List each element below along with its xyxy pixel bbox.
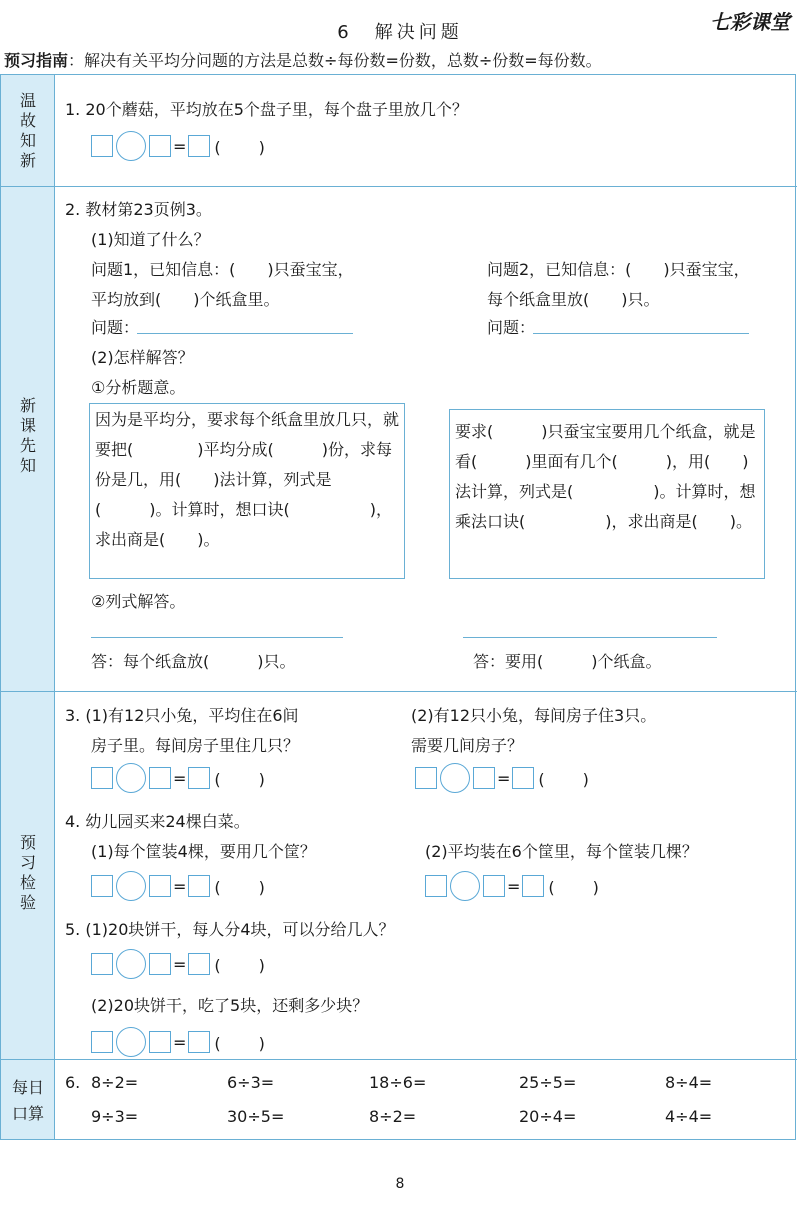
- side-label-new: 新课先知: [19, 396, 36, 475]
- guide-text: 解决有关平均分问题的方法是总数÷每份数=份数，总数÷份数=每份数。: [84, 51, 602, 70]
- q6-label: 6.: [65, 1073, 81, 1092]
- q2-sub2: (2)怎样解答？: [91, 348, 194, 367]
- mental-item: 9÷3=: [91, 1107, 139, 1126]
- mental-item: 30÷5=: [227, 1107, 285, 1126]
- q2-p1-question: 问题：: [91, 318, 140, 337]
- unit-paren[interactable]: ( ): [214, 877, 267, 897]
- operator-circle[interactable]: [116, 949, 146, 979]
- answer-box[interactable]: [149, 135, 171, 157]
- answer-box[interactable]: [91, 135, 113, 157]
- equals-sign: =: [497, 768, 511, 788]
- answer-box[interactable]: [473, 767, 495, 789]
- answer-line[interactable]: [463, 637, 717, 638]
- answer-box[interactable]: [483, 875, 505, 897]
- answer-box[interactable]: [188, 875, 210, 897]
- brand-logo: 七彩课堂: [710, 10, 790, 34]
- q2-p1-line2: 平均放到( )个纸盒里。: [91, 290, 280, 309]
- q2-answer-right: 答：要用( )个纸盒。: [473, 652, 662, 671]
- answer-box[interactable]: [91, 953, 113, 975]
- q3-a-line1: 3. (1)有12只小兔，平均住在6间: [65, 706, 299, 725]
- preview-guide: 预习指南：解决有关平均分问题的方法是总数÷每份数=份数，总数÷份数=每份数。: [4, 51, 602, 70]
- unit-paren[interactable]: ( ): [548, 877, 601, 897]
- q2-p2-line2: 每个纸盒里放( )只。: [487, 290, 660, 309]
- answer-line[interactable]: [91, 637, 343, 638]
- q3-a-line2: 房子里。每间房子里住几只？: [91, 736, 300, 755]
- q2-p1-line1: 问题1，已知信息：( )只蚕宝宝，: [91, 260, 354, 279]
- q2-answer-left: 答：每个纸盒放( )只。: [91, 652, 296, 671]
- worksheet-frame: [0, 74, 796, 1140]
- answer-box[interactable]: [188, 135, 210, 157]
- question-4-head: 4. 幼儿园买来24棵白菜。: [65, 812, 250, 831]
- mental-item: 18÷6=: [369, 1073, 427, 1092]
- q2-sub1: (1)知道了什么？: [91, 230, 210, 249]
- side-check: [1, 691, 55, 1059]
- unit-paren[interactable]: ( ): [214, 955, 267, 975]
- unit-paren[interactable]: ( ): [214, 769, 267, 789]
- side-review: [1, 75, 55, 186]
- mental-item: 25÷5=: [519, 1073, 577, 1092]
- q4-b-equation: [425, 871, 601, 901]
- equals-sign: =: [173, 1032, 187, 1052]
- q3-a-equation: [91, 763, 267, 793]
- mental-item: 8÷2=: [91, 1073, 139, 1092]
- answer-box[interactable]: [149, 767, 171, 789]
- answer-line[interactable]: [137, 333, 353, 334]
- operator-circle[interactable]: [440, 763, 470, 793]
- operator-circle[interactable]: [116, 1027, 146, 1057]
- answer-box[interactable]: [149, 875, 171, 897]
- operator-circle[interactable]: [116, 871, 146, 901]
- mental-item: 4÷4=: [665, 1107, 713, 1126]
- q2-step1: ①分析题意。: [91, 378, 186, 397]
- equals-sign: =: [507, 876, 521, 896]
- mental-item: 8÷4=: [665, 1073, 713, 1092]
- guide-label: 预习指南: [4, 51, 69, 70]
- unit-paren[interactable]: ( ): [538, 769, 591, 789]
- q3-b-line2: 需要几间房子？: [411, 736, 524, 755]
- answer-box[interactable]: [188, 1031, 210, 1053]
- answer-box[interactable]: [188, 953, 210, 975]
- q5-a: 5. (1)20块饼干，每人分4块，可以分给几人？: [65, 920, 395, 939]
- equals-sign: =: [173, 136, 187, 156]
- side-mental: [1, 1059, 55, 1139]
- mental-item: 6÷3=: [227, 1073, 275, 1092]
- divider: [1, 186, 797, 187]
- mental-item: 8÷2=: [369, 1107, 417, 1126]
- answer-box[interactable]: [91, 767, 113, 789]
- side-label-mental: 每日口算: [11, 1078, 44, 1123]
- unit-paren[interactable]: ( ): [214, 137, 267, 157]
- answer-box[interactable]: [91, 875, 113, 897]
- answer-box[interactable]: [91, 1031, 113, 1053]
- q3-b-equation: [415, 763, 591, 793]
- answer-box[interactable]: [149, 953, 171, 975]
- side-label-review: 温故知新: [19, 91, 36, 170]
- answer-box[interactable]: [415, 767, 437, 789]
- operator-circle[interactable]: [450, 871, 480, 901]
- answer-line[interactable]: [533, 333, 749, 334]
- q4-a: (1)每个筐装4棵，要用几个筐？: [91, 842, 316, 861]
- analysis-text-left: 因为是平均分，要求每个纸盒里放几只，就要把( )平均分成( )份，求每份是几，用( )法计算，列式是( )。计算时，想口诀( )，求出商是( )。: [95, 410, 400, 549]
- operator-circle[interactable]: [116, 131, 146, 161]
- divider: [1, 691, 797, 692]
- answer-box[interactable]: [512, 767, 534, 789]
- q2-step2: ②列式解答。: [91, 592, 186, 611]
- analysis-text-right: 要求( )只蚕宝宝要用几个纸盒，就是看( )里面有几个( )，用( )法计算，列式是( )。计算时，想乘法口诀( )，求出商是( )。: [455, 422, 756, 531]
- question-1-text: 1. 20个蘑菇，平均放在5个盘子里，每个盘子里放几个？: [65, 100, 468, 119]
- answer-box[interactable]: [425, 875, 447, 897]
- answer-box[interactable]: [522, 875, 544, 897]
- answer-box[interactable]: [188, 767, 210, 789]
- q4-a-equation: [91, 871, 267, 901]
- q2-p2-question: 问题：: [487, 318, 536, 337]
- q4-b: (2)平均装在6个筐里，每个筐装几棵？: [425, 842, 698, 861]
- page-number: 8: [395, 1176, 405, 1192]
- side-new: [1, 186, 55, 691]
- divider: [1, 1059, 797, 1060]
- q5-a-equation: [91, 949, 267, 979]
- q5-b: (2)20块饼干，吃了5块，还剩多少块？: [91, 996, 369, 1015]
- question-2-head: 2. 教材第23页例3。: [65, 200, 212, 219]
- side-label-check: 预习检验: [19, 833, 36, 912]
- q1-equation: [91, 131, 267, 161]
- q2-p2-line1: 问题2，已知信息：( )只蚕宝宝，: [487, 260, 750, 279]
- operator-circle[interactable]: [116, 763, 146, 793]
- unit-paren[interactable]: ( ): [214, 1033, 267, 1053]
- equals-sign: =: [173, 954, 187, 974]
- equals-sign: =: [173, 768, 187, 788]
- answer-box[interactable]: [149, 1031, 171, 1053]
- page-title: 6 解决问题: [337, 22, 463, 43]
- q5-b-equation: [91, 1027, 267, 1057]
- equals-sign: =: [173, 876, 187, 896]
- q3-b-line1: (2)有12只小兔，每间房子住3只。: [411, 706, 657, 725]
- mental-item: 20÷4=: [519, 1107, 577, 1126]
